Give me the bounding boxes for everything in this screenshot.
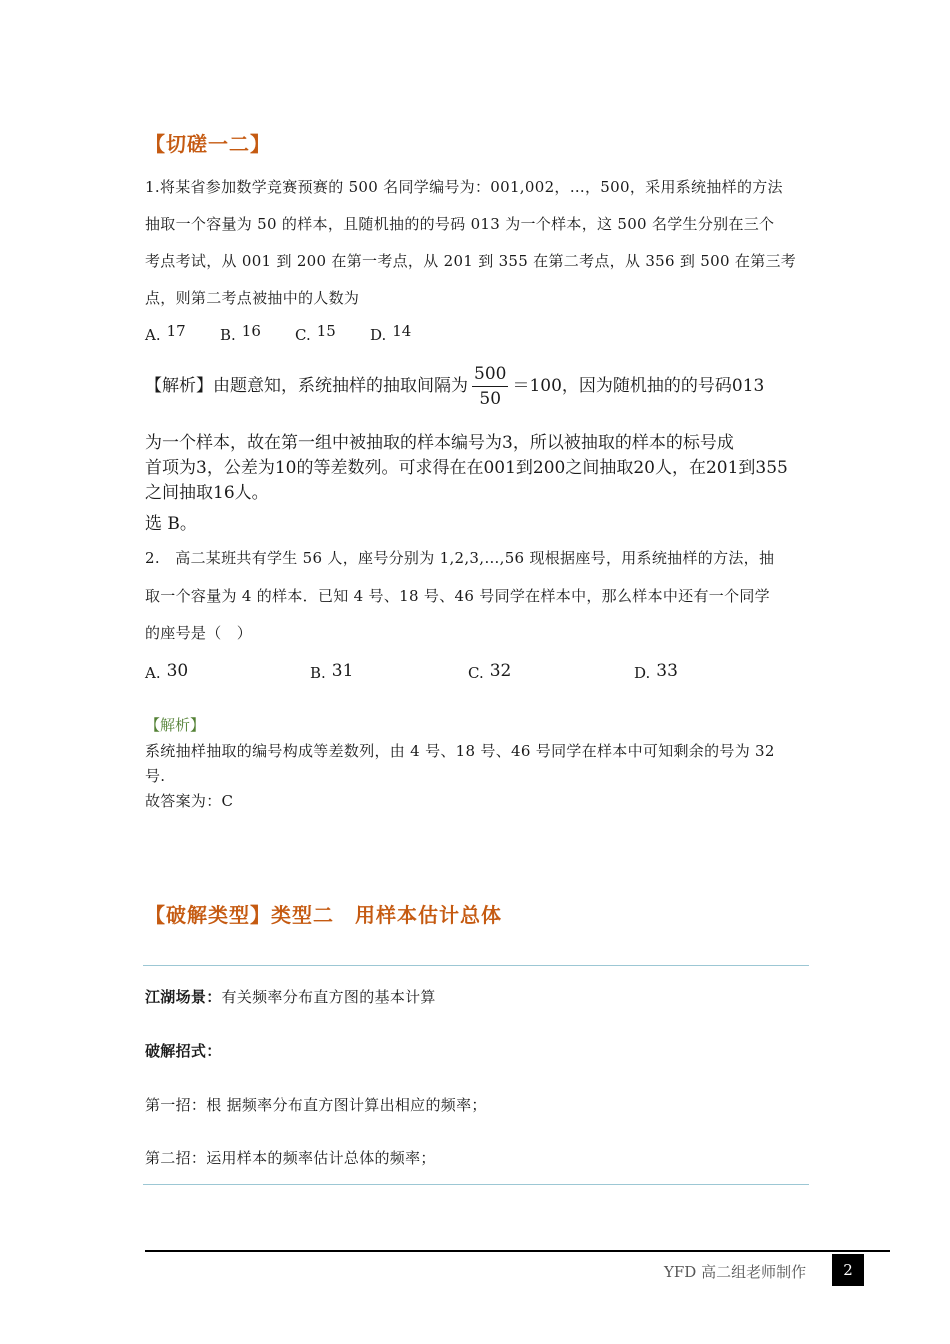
option-value: 15 <box>316 322 336 340</box>
question-1-option-d <box>370 322 412 344</box>
solution-1-line-3: 首项为3，公差为10的等差数列。可求得在在001到200之间抽取20人，在201到355 <box>145 458 788 478</box>
question-2-option-c <box>468 663 511 683</box>
solution-1-line-2: 为一个样本，故在第一组中被抽取的样本编号为3，所以被抽取的样本的标号成 <box>145 433 734 453</box>
solution-1-line-1 <box>145 364 764 409</box>
option-value: 30 <box>166 661 189 681</box>
fraction <box>472 364 508 409</box>
question-1-line: 抽取一个容量为 50 的样本，且随机抽的的号码 013 为一个样本，这 500 名学生分别在三个 <box>145 215 775 233</box>
solution-2-line-2: 号. <box>145 767 166 785</box>
scene-label: 江湖场景： <box>145 988 222 1006</box>
option-letter: B. <box>310 664 326 682</box>
section-title-type-two: 【破解类型】类型二 用样本估计总体 <box>145 903 502 927</box>
method-step-1: 第一招：根 据频率分布直方图计算出相应的频率； <box>145 1096 487 1114</box>
solution-2-line-1: 系统抽样抽取的编号构成等差数列，由 4 号、18 号、46 号同学在样本中可知剩余的号为 32 <box>145 742 775 760</box>
box-top-rule <box>143 965 809 966</box>
question-1-option-c <box>295 322 336 344</box>
question-2-line: 2. 高二某班共有学生 56 人，座号分别为 1,2,3,…,56 现根据座号，用系统抽样的方法，抽 <box>145 549 775 567</box>
question-2-option-a <box>145 663 188 683</box>
fraction-denominator: 50 <box>479 389 502 409</box>
scene-text: 有关频率分布直方图的基本计算 <box>221 988 436 1006</box>
question-1-option-b <box>220 322 261 344</box>
fraction-numerator: 500 <box>472 364 508 387</box>
option-value: 32 <box>489 661 512 681</box>
question-1-line: 1.将某省参加数学竞赛预赛的 500 名同学编号为：001,002，…，500，采用系统抽样的方法 <box>145 178 783 196</box>
question-2-option-b <box>310 663 353 683</box>
section-title-practice: 【切磋一二】 <box>145 132 271 156</box>
question-2-option-d <box>634 663 678 683</box>
option-value: 17 <box>166 322 186 340</box>
option-value: 16 <box>241 322 261 340</box>
option-letter: C. <box>295 326 311 344</box>
question-1-line: 考点考试，从 001 到 200 在第一考点，从 201 到 355 在第二考点，从 356 到 500 在第三考 <box>145 252 797 270</box>
option-letter: A. <box>145 326 161 344</box>
scene-line <box>145 986 436 1007</box>
footer-credit: YFD 高二组老师制作 <box>664 1263 807 1281</box>
solution-1-answer: 选 B。 <box>145 514 197 534</box>
method-step-2: 第二招：运用样本的频率估计总体的频率； <box>145 1149 436 1167</box>
solution-1-line-4: 之间抽取16人。 <box>145 483 269 503</box>
option-letter: D. <box>634 664 651 682</box>
question-2-line: 的座号是（ ） <box>145 624 253 642</box>
option-value: 31 <box>331 661 354 681</box>
solution-2-tag: 【解析】 <box>145 716 206 734</box>
option-letter: C. <box>468 664 484 682</box>
solution-1-prefix: 【解析】由题意知，系统抽样的抽取间隔为 <box>145 376 468 396</box>
option-letter: D. <box>370 326 387 344</box>
solution-1-suffix: ＝100，因为随机抽的的号码013 <box>512 376 765 396</box>
page-number: 2 <box>832 1254 864 1286</box>
question-1-option-a <box>145 322 186 344</box>
question-2-line: 取一个容量为 4 的样本．已知 4 号、18 号、46 号同学在样本中，那么样本中还有一个同学 <box>145 587 770 605</box>
option-letter: B. <box>220 326 236 344</box>
question-1-line: 点，则第二考点被抽中的人数为 <box>145 289 360 307</box>
method-label: 破解招式： <box>145 1042 222 1060</box>
box-bottom-rule <box>143 1184 809 1185</box>
option-letter: A. <box>145 664 161 682</box>
option-value: 33 <box>656 661 678 681</box>
option-value: 14 <box>392 322 412 340</box>
solution-2-line-3: 故答案为：C <box>145 792 234 810</box>
footer-rule <box>145 1250 890 1252</box>
